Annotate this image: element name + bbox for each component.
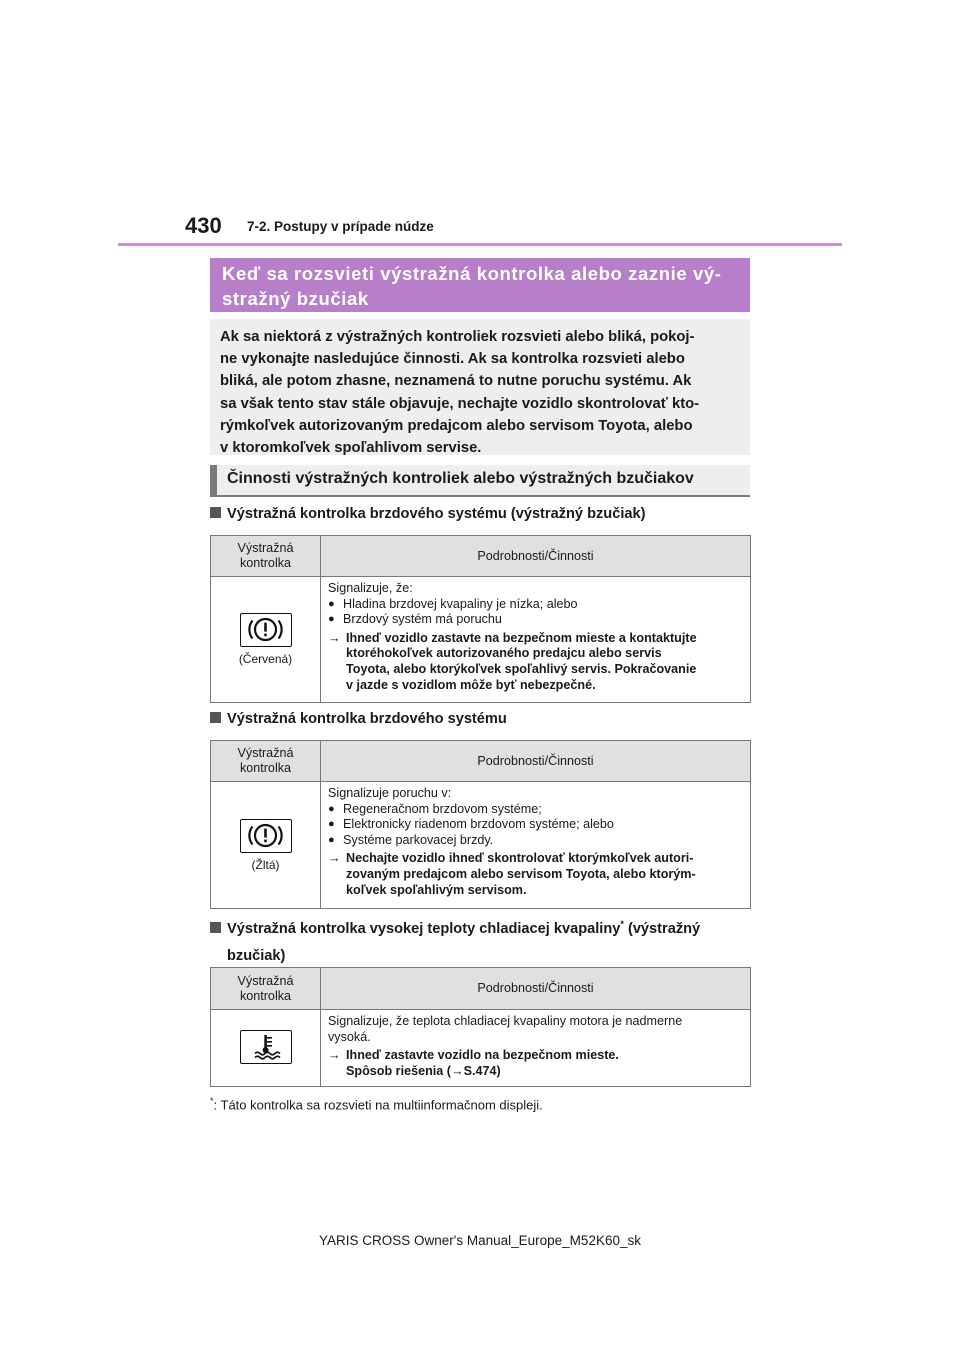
table-header-details: Podrobnosti/Činnosti bbox=[321, 536, 751, 577]
footnote-mark: * bbox=[210, 1096, 214, 1106]
icon-caption: (Červená) bbox=[238, 652, 293, 666]
action-text: → Ihneď zastavte vozidlo na bezpečnom mieste. Spôsob riešenia (→S.474) bbox=[328, 1048, 619, 1078]
section-title-brake: Výstražná kontrolka brzdového systému bbox=[210, 706, 507, 733]
page-number: 430 bbox=[185, 213, 222, 238]
table-header-details: Podrobnosti/Činnosti bbox=[321, 968, 751, 1010]
intro-line: bliká, ale potom zhasne, neznamená to nutne poruchu systému. Ak bbox=[220, 373, 692, 390]
action-text: → Nechajte vozidlo ihneď skontrolovať ktorýmkoľvek autori- zovaným predajcom alebo servisom Toyota, alebo ktorým- koľvek spoľahlivým servisom. bbox=[328, 851, 696, 897]
footnote-text: : Táto kontrolka sa rozsvieti na multiinformačnom displeji. bbox=[213, 1097, 543, 1113]
bullet-item: ● Hladina brzdovej kvapaliny je nízka; alebo bbox=[328, 597, 746, 613]
brake-warning-icon bbox=[240, 613, 292, 647]
arrow-icon: → bbox=[328, 851, 341, 865]
banner-line-2: stražný bzučiak bbox=[222, 288, 369, 309]
chapter-title: 7-2. Postupy v prípade núdze bbox=[247, 219, 434, 234]
action-text: → Ihneď vozidlo zastavte na bezpečnom mieste a kontaktujte ktoréhokoľvek autorizovaného predajcu alebo servis Toyota, alebo ktorýkoľvek spoľahlivý servis. Pokračovanie v jazde s vozidlom môže byť nebezpečné. bbox=[328, 630, 697, 692]
table-header-light: Výstražná kontrolka bbox=[211, 968, 321, 1010]
intro-line: ne vykonajte nasledujúce činnosti. Ak sa kontrolka rozsvieti alebo bbox=[220, 351, 685, 368]
arrow-icon: → bbox=[328, 1048, 341, 1062]
page-footer: YARIS CROSS Owner's Manual_Europe_M52K60_sk bbox=[319, 1233, 641, 1248]
table-header-light: Výstražná kontrolka bbox=[211, 536, 321, 577]
detail-intro: vysoká. bbox=[328, 1029, 371, 1044]
details-cell bbox=[321, 1010, 751, 1087]
details-cell bbox=[321, 782, 751, 909]
bullet-item: ● Regeneračnom brzdovom systéme; bbox=[328, 802, 746, 818]
square-bullet-icon bbox=[210, 712, 221, 723]
intro-line: rýmkoľvek autorizovaným predajcom alebo servisom Toyota, alebo bbox=[220, 417, 693, 434]
icon-cell bbox=[211, 1010, 321, 1087]
detail-intro: Signalizuje, že teplota chladiacej kvapaliny motora je nadmerne bbox=[328, 1014, 683, 1028]
bullet-item: ● Systéme parkovacej brzdy. bbox=[328, 833, 746, 849]
square-bullet-icon bbox=[210, 922, 221, 933]
table-header-details: Podrobnosti/Činnosti bbox=[321, 741, 751, 782]
bullet-item: ● Elektronicky riadenom brzdovom systéme; alebo bbox=[328, 817, 746, 833]
icon-cell bbox=[211, 782, 321, 909]
arrow-icon: → bbox=[328, 630, 341, 645]
square-bullet-icon bbox=[210, 507, 221, 518]
section-title-brake-buzzer: Výstražná kontrolka brzdového systému (výstražný bzučiak) bbox=[210, 501, 646, 528]
detail-intro: Signalizuje poruchu v: bbox=[328, 786, 452, 800]
intro-line: v ktoromkoľvek spoľahlivom servise. bbox=[220, 440, 482, 457]
warning-table-2 bbox=[210, 740, 751, 909]
footnote bbox=[210, 1096, 543, 1112]
coolant-temperature-icon bbox=[240, 1030, 292, 1064]
warning-table-1 bbox=[210, 535, 751, 703]
icon-cell bbox=[211, 577, 321, 703]
intro-box bbox=[210, 319, 750, 455]
bullet-item: ● Brzdový systém má poruchu bbox=[328, 612, 746, 628]
detail-intro: Signalizuje, že: bbox=[328, 581, 413, 595]
table-header-light: Výstražná kontrolka bbox=[211, 741, 321, 782]
subheading: Činnosti výstražných kontroliek alebo výstražných bzučiakov bbox=[210, 465, 750, 497]
banner-line-1: Keď sa rozsvieti výstražná kontrolka alebo zaznie vý- bbox=[222, 263, 722, 284]
intro-line: Ak sa niektorá z výstražných kontroliek rozsvieti alebo bliká, pokoj- bbox=[220, 329, 695, 345]
brake-warning-icon bbox=[240, 819, 292, 853]
section-title-coolant: Výstražná kontrolka vysokej teploty chladiacej kvapaliny* (výstražný bzučiak) bbox=[210, 911, 700, 970]
section-banner bbox=[210, 258, 750, 312]
header-divider bbox=[118, 243, 842, 246]
warning-table-3 bbox=[210, 967, 751, 1087]
icon-caption: (Žltá) bbox=[251, 857, 280, 872]
details-cell bbox=[321, 577, 751, 703]
intro-line: sa však tento stav stále objavuje, nechajte vozidlo skontrolovať kto- bbox=[220, 395, 700, 412]
